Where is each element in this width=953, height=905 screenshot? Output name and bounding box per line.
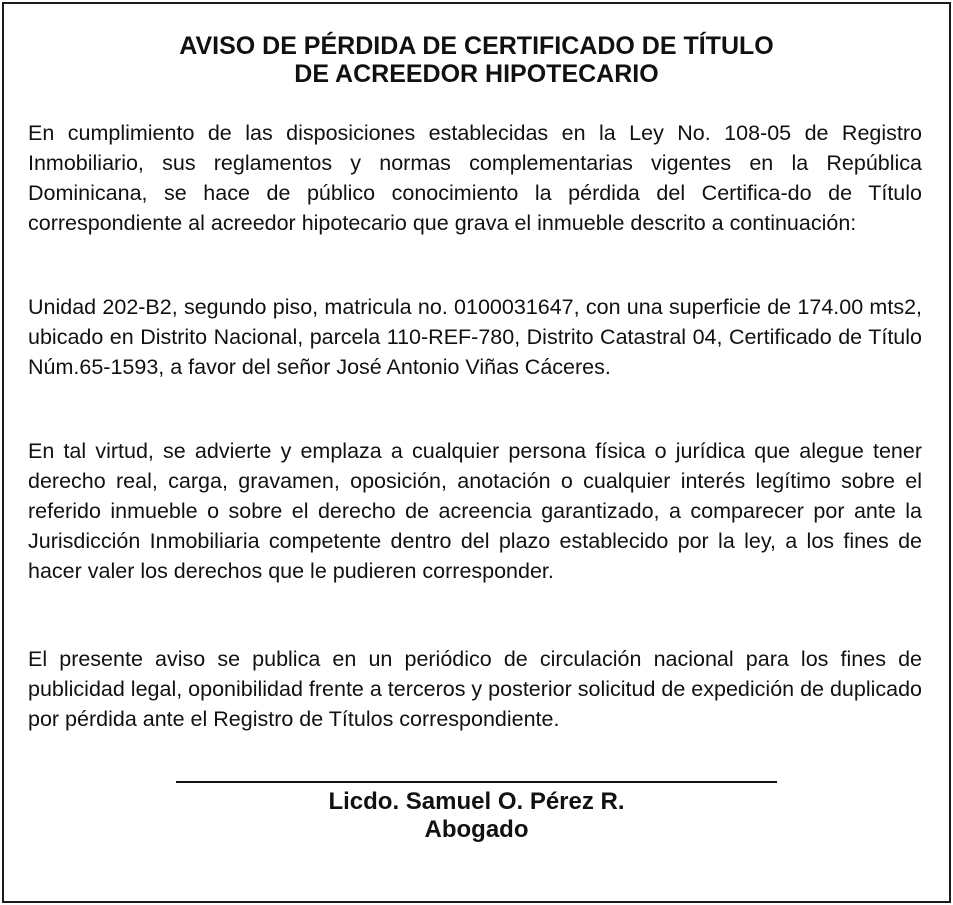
title-line-2: DE ACREEDOR HIPOTECARIO [294,60,659,88]
signatory-name: Licdo. Samuel O. Pérez R. [328,788,625,815]
paragraph-property: Unidad 202-B2, segundo piso, matricula no. 0100031647, con una superficie de 174.00 mts2, ubicado en Distrito Nacional, parcela 110-REF-780, Distrito Catastral 04, Certificado de Título Núm.65-1593, a favor del señor José Antonio Viñas Cáceres. [28,295,922,379]
paragraph-summons: En tal virtud, se advierte y emplaza a cualquier persona física o jurídica que alegue tener derecho real, carga, gravamen, oposición, anotación o cualquier interés legítimo sobre el referido inmueble o sobre el derecho de acreencia garantizado, a comparecer por ante la Jurisdicción Inmobiliaria competente dentro del plazo establecido por la ley, a los fines de hacer valer los derechos que le pudieren corresponder. [28,439,922,583]
signature-block [4,788,949,844]
paragraph-publication: El presente aviso se publica en un periódico de circulación nacional para los fines de publicidad legal, oponibilidad frente a terceros y posterior solicitud de expedición de duplicado por pérdida ante el Registro de Títulos correspondiente. [28,647,923,731]
paragraph-intro: En cumplimiento de las disposiciones establecidas en la Ley No. 108-05 de Registro Inmobiliario, sus reglamentos y normas complementarias vigentes en la República Dominicana, se hace de público conocimiento la pérdida del Certifica-do de Título correspondiente al acreedor hipotecario que grava el inmueble descrito a continuación: [28,121,922,235]
signatory-role: Abogado [424,816,529,843]
notice-frame [2,2,951,903]
signature-line [176,781,777,783]
notice-title [4,32,949,88]
title-line-1: AVISO DE PÉRDIDA DE CERTIFICADO DE TÍTULO [179,32,774,60]
